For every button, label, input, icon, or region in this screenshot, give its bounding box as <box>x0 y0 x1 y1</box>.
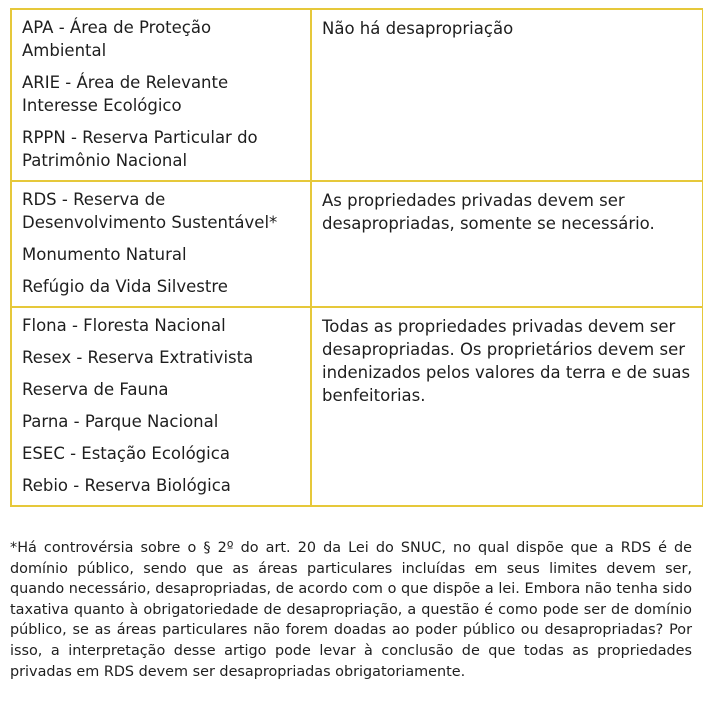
expropriation-rule-cell <box>311 181 703 307</box>
category-item: Parna - Parque Nacional <box>22 412 219 431</box>
category-item: Reserva de Fauna <box>22 380 169 399</box>
expropriation-rule-cell <box>311 307 703 506</box>
footnote: *Há controvérsia sobre o § 2º do art. 20 da Lei do SNUC, no qual dispõe que a RDS é de domínio público, sendo que as áreas particulares incluídas em seus limites devem ser, quando necessário, desapropriadas, de acordo com o que dispõe a lei. Embora não tenha sido taxativa quanto à obrigatoriedade de desapropriação, a questão é como pode ser de domínio público, se as áreas particulares não forem doadas ao poder público ou desapropriadas? Por isso, a interpretação desse artigo pode levar à conclusão de que todas as propriedades privadas em RDS devem ser desapropriadas obrigatoriamente. <box>10 540 692 680</box>
category-item: APA - Área de Proteção Ambiental <box>22 18 212 60</box>
category-item: RPPN - Reserva Particular do Patrimônio Nacional <box>22 128 258 170</box>
expropriation-rule-cell <box>311 9 703 181</box>
category-item: RDS - Reserva de Desenvolvimento Sustentável* <box>22 190 278 232</box>
table-row <box>11 9 703 181</box>
category-item: Refúgio da Vida Silvestre <box>22 277 228 296</box>
category-item: Flona - Floresta Nacional <box>22 316 226 335</box>
category-item: Resex - Reserva Extrativista <box>22 348 254 367</box>
category-cell <box>11 9 311 181</box>
category-item: ESEC - Estação Ecológica <box>22 444 230 463</box>
table-row <box>11 181 703 307</box>
category-cell <box>11 307 311 506</box>
category-item: ARIE - Área de Relevante Interesse Ecológico <box>22 73 229 115</box>
expropriation-rule-text: As propriedades privadas devem ser desapropriadas, somente se necessário. <box>322 191 655 233</box>
conservation-units-table <box>10 8 703 507</box>
category-cell <box>11 181 311 307</box>
expropriation-rule-text: Não há desapropriação <box>322 19 514 38</box>
table-row <box>11 307 703 506</box>
expropriation-rule-text: Todas as propriedades privadas devem ser desapropriadas. Os proprietários devem ser indenizados pelos valores da terra e de suas benfeitorias. <box>322 317 691 405</box>
category-item: Rebio - Reserva Biológica <box>22 476 231 495</box>
category-item: Monumento Natural <box>22 245 187 264</box>
